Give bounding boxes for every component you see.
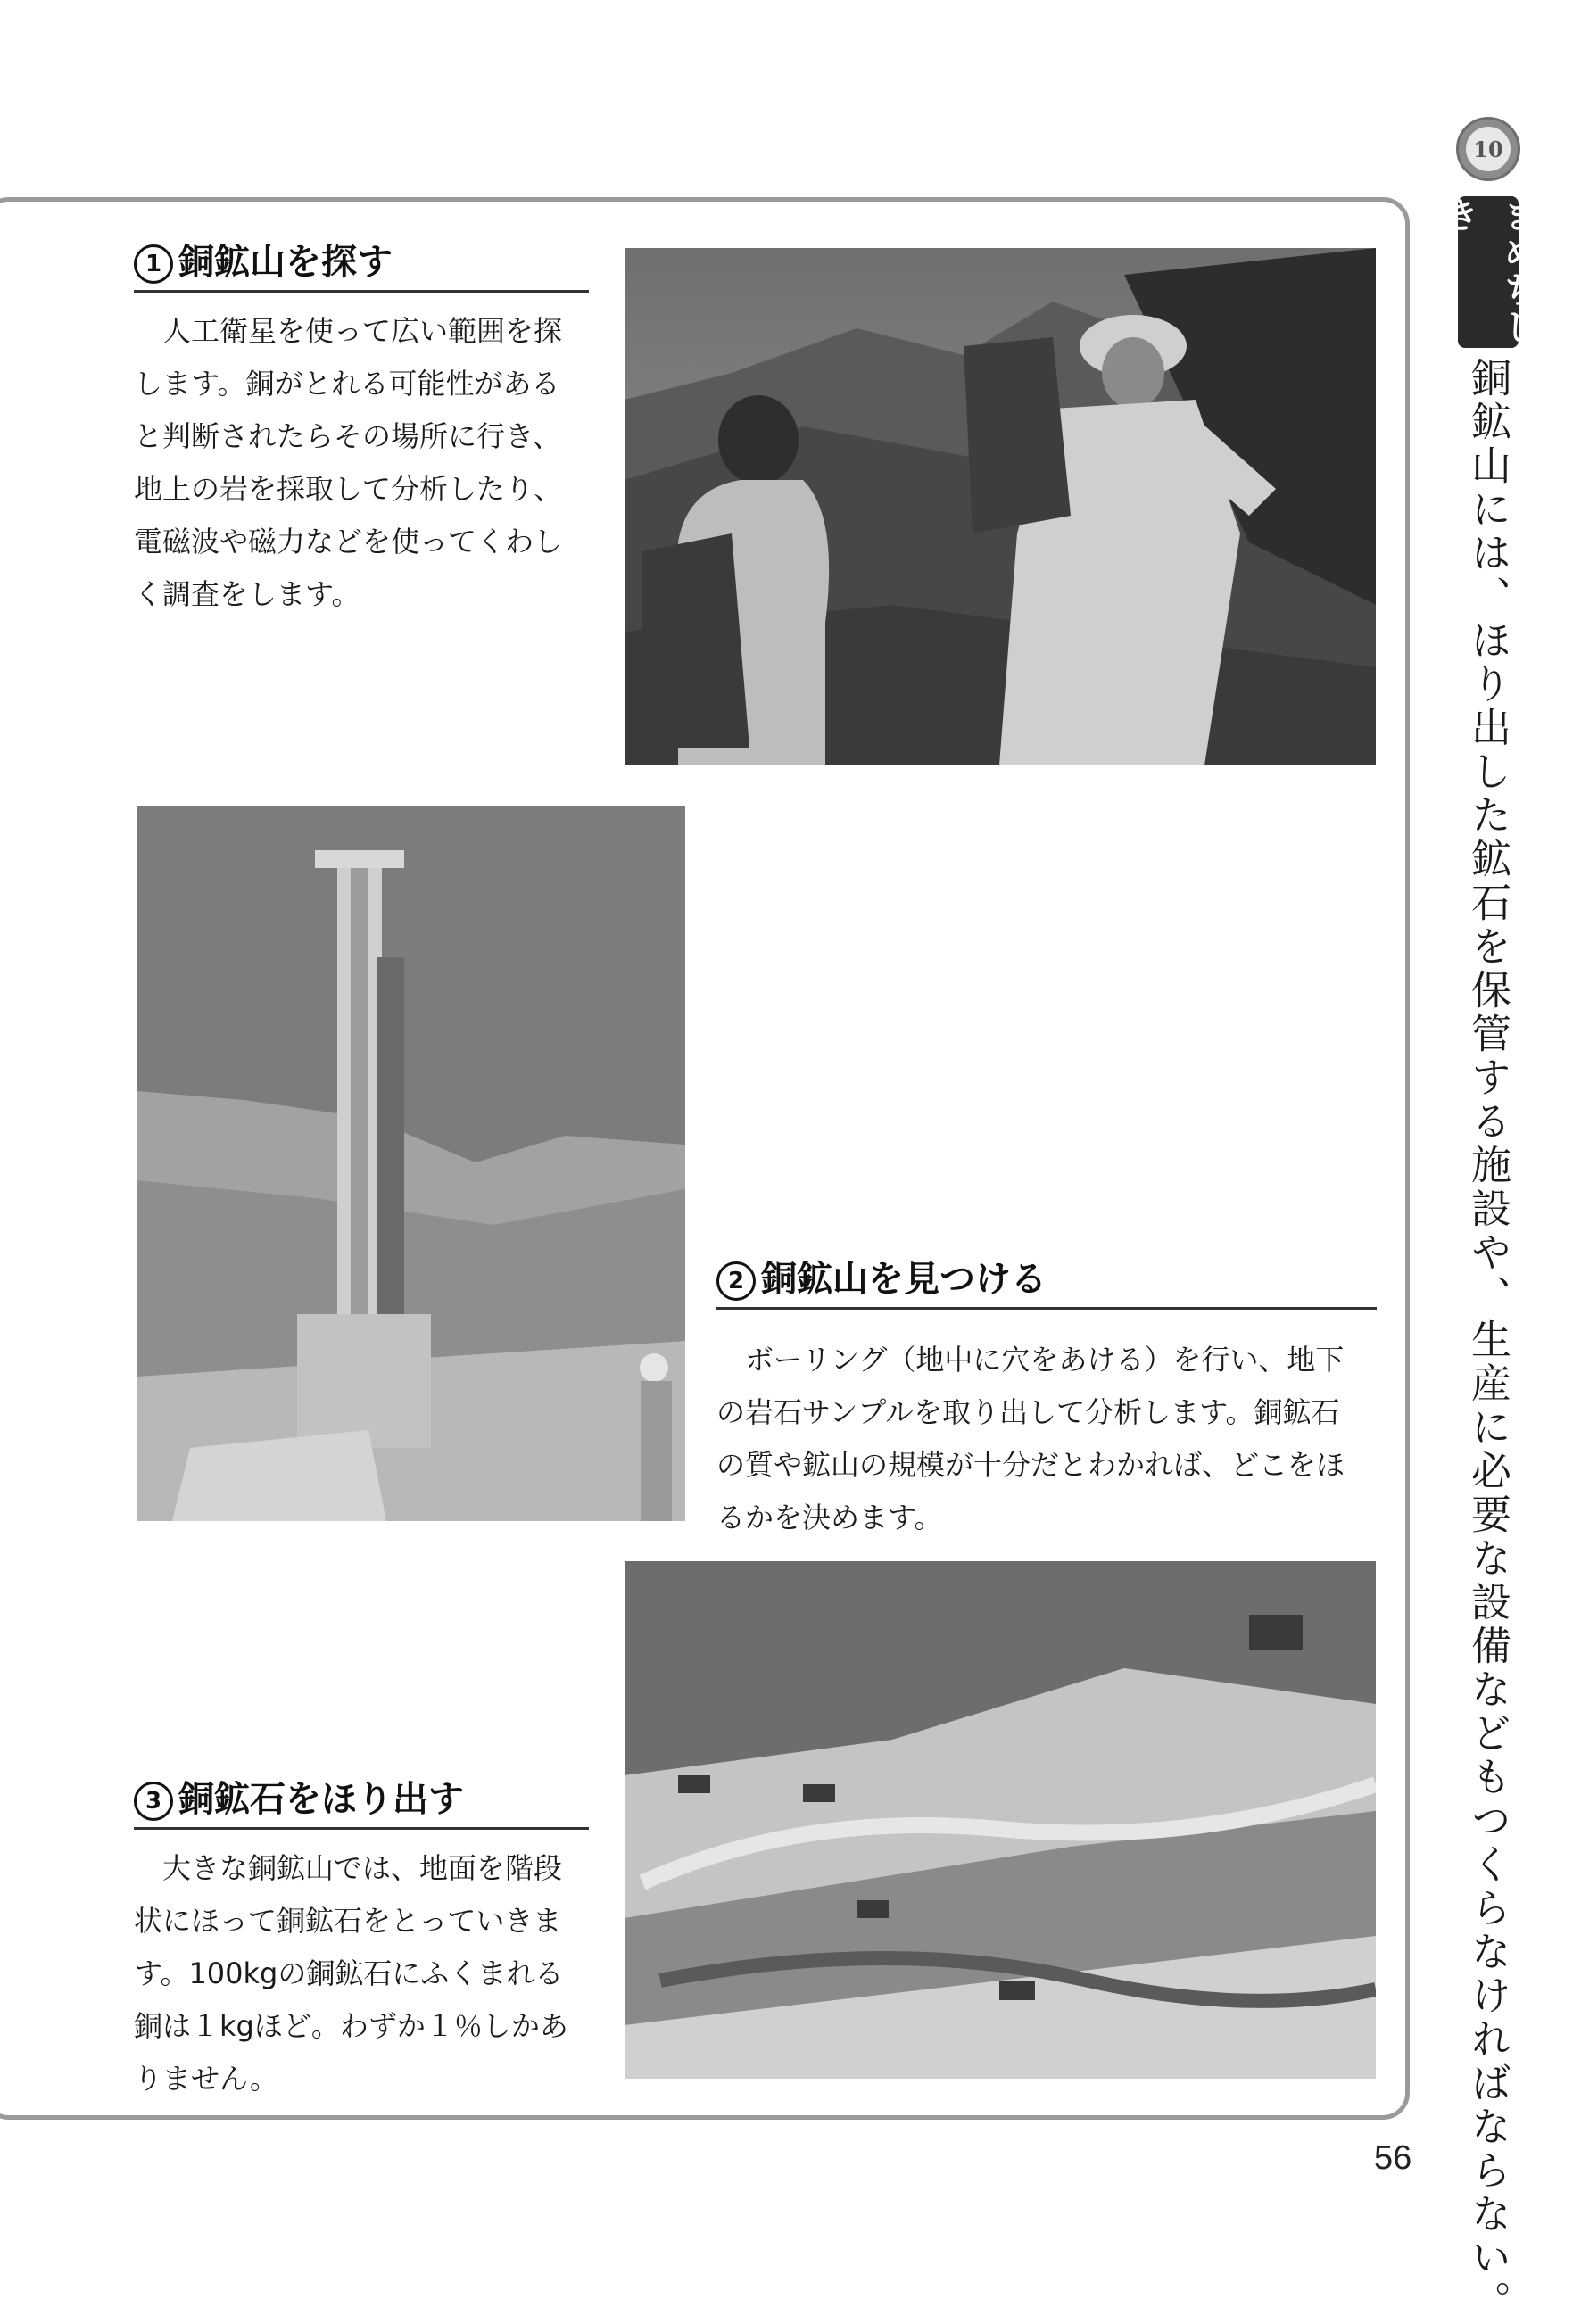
photo-geologists-drawing — [625, 248, 1376, 765]
photo-geologists-survey — [625, 248, 1376, 765]
text-line: の質や鉱山の規模が十分だとわかれば、どこをほ — [716, 1448, 1345, 1482]
trivia-tag: まめちしき — [1437, 196, 1539, 346]
text-line: ボーリング（地中に穴をあける）を行い、地下 — [745, 1343, 1345, 1377]
section-3-number: 3 — [134, 1782, 173, 1821]
chapter-badge — [1456, 117, 1520, 181]
section-3-heading — [134, 1771, 589, 1830]
section-2-title: 銅鉱山を見つける — [761, 1259, 1047, 1300]
text-line: と判断されたらその場所に行き、 — [134, 419, 561, 453]
text-line: す。100kgの銅鉱石にふくまれる — [134, 1956, 564, 1990]
section-1-title: 銅鉱山を探す — [178, 242, 393, 283]
photo-drilling-rig — [137, 806, 685, 1521]
text-line: 銅は１kgほど。わずか１％しかあ — [134, 2009, 568, 2043]
photo-mine-drawing — [625, 1561, 1376, 2079]
section-3-text — [134, 1842, 598, 2105]
section-2-number: 2 — [716, 1261, 756, 1301]
section-2-text — [716, 1334, 1395, 1544]
section-1-heading — [134, 234, 589, 293]
text-line: します。銅がとれる可能性がある — [134, 367, 560, 401]
text-line: 人工衛星を使って広い範囲を探 — [162, 314, 563, 348]
text-line: く調査をします。 — [134, 577, 360, 611]
section-3-title: 銅鉱石をほり出す — [178, 1779, 464, 1820]
section-1-number: 1 — [134, 244, 173, 284]
text-line: 大きな銅鉱山では、地面を階段 — [162, 1851, 563, 1885]
text-line: の岩石サンプルを取り出して分析します。銅鉱石 — [716, 1395, 1340, 1429]
photo-rig-drawing — [137, 806, 685, 1521]
section-1-text — [134, 305, 598, 621]
chapter-number: 10 — [1466, 127, 1511, 171]
text-line: りません。 — [134, 2062, 278, 2096]
photo-open-pit-mine — [625, 1561, 1376, 2079]
text-line: 状にほって銅鉱石をとっていきま — [134, 1904, 562, 1938]
section-2-heading — [716, 1251, 1377, 1310]
page-number: 56 — [1374, 2139, 1412, 2177]
text-line: 電磁波や磁力などを使ってくわし — [134, 525, 563, 558]
text-line: るかを決めます。 — [716, 1501, 943, 1534]
text-line: 地上の岩を採取して分析したり、 — [134, 472, 563, 506]
trivia-text: 銅鉱山には、ほり出した鉱石を保管する施設や、生産に必要な設備などもつくらなければならない。 — [1464, 357, 1511, 2324]
